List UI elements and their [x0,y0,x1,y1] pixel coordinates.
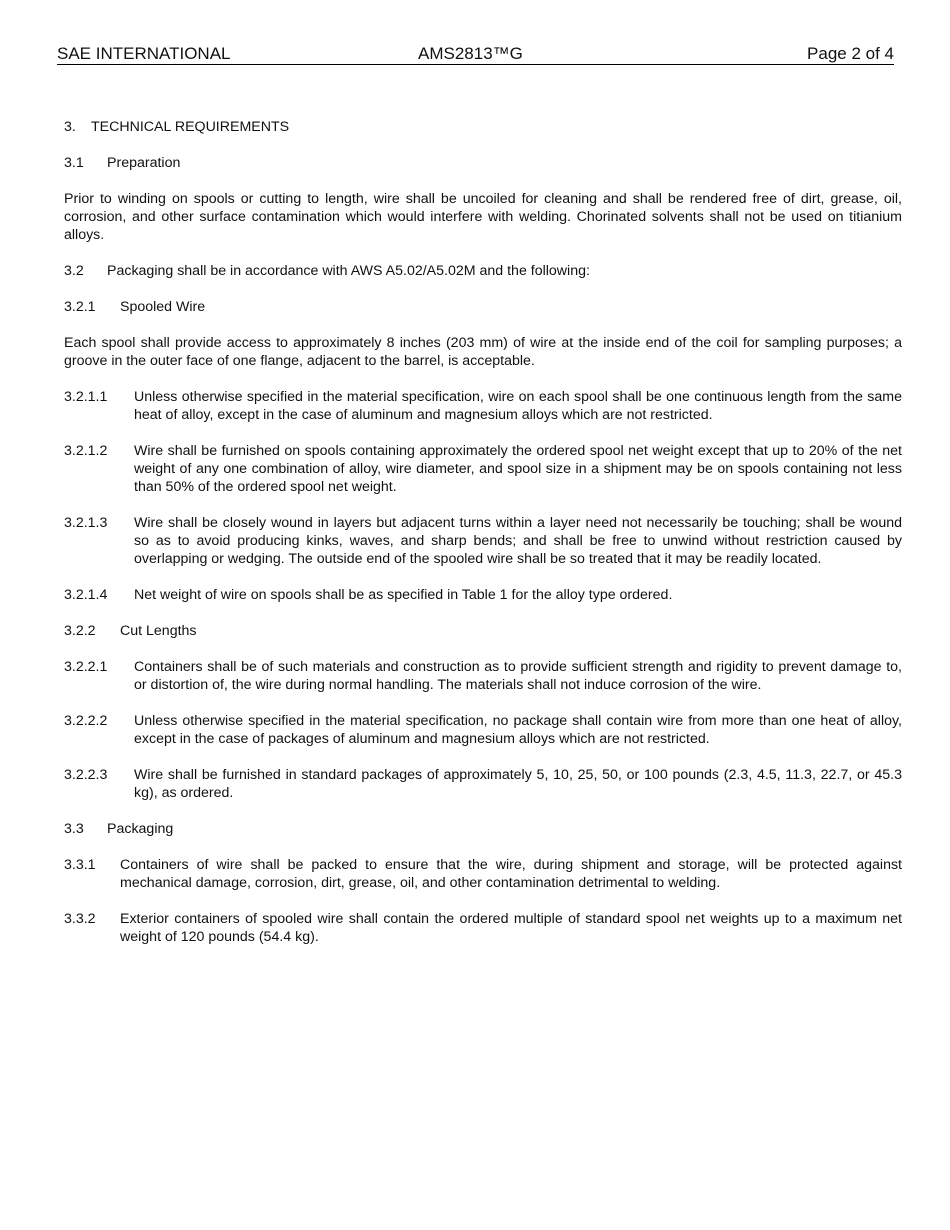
section-text: Packaging shall be in accordance with AWS A5.02/A5.02M and the following: [107,263,590,279]
section-title: Packaging [107,821,174,837]
section-number: 3.2.1 [64,299,96,315]
section-number: 3.2 [64,263,84,279]
header-document-number: AMS2813™G [418,44,523,63]
section-number: 3.2.1.2 [64,443,108,459]
section-number: 3.3.2 [64,911,96,927]
section-title: TECHNICAL REQUIREMENTS [91,119,290,135]
section-text: Unless otherwise specified in the material specification, no package shall contain wire from more than one heat of alloy, except in the case of packages of aluminum and magnesium alloys which are not restricted. [134,713,902,747]
section-number: 3.2.2.1 [64,659,108,675]
header-organization: SAE INTERNATIONAL [57,44,231,63]
section-number: 3.2.2.2 [64,713,108,729]
section-title: Preparation [107,155,181,171]
section-3-2-2-2 [64,712,902,748]
section-number: 3.2.1.3 [64,515,108,531]
section-3-2-1-3 [64,514,902,568]
section-3-2-2-1 [64,658,902,694]
section-3-1-heading [64,154,902,172]
section-number: 3.2.2 [64,623,96,639]
section-title: Cut Lengths [120,623,197,639]
section-text: Containers shall be of such materials and construction as to provide sufficient strength and rigidity to prevent damage to, or distortion of, the wire during normal handling. The materials shall not induce corrosion of the wire. [134,659,902,693]
section-3-2-paragraph [64,262,902,280]
section-number: 3.2.1.1 [64,389,108,405]
section-text: Wire shall be furnished on spools containing approximately the ordered spool net weight except that up to 20% of the net weight of any one combination of alloy, wire diameter, and spool size in a shipment may be on spools containing not less than 50% of the ordered spool net weight. [134,443,902,495]
section-3-3-2 [64,910,902,946]
section-3-3-1 [64,856,902,892]
section-text: Containers of wire shall be packed to ensure that the wire, during shipment and storage, will be protected against mechanical damage, corrosion, dirt, grease, oil, and other contamination detrimental to welding. [120,857,902,891]
section-text: Unless otherwise specified in the material specification, wire on each spool shall be one continuous length from the same heat of alloy, except in the case of aluminum and magnesium alloys which are not restricted. [134,389,902,423]
section-3-3-heading [64,820,902,838]
section-title: Spooled Wire [120,299,206,315]
section-number: 3.3 [64,821,84,837]
section-3-2-1-heading [64,298,902,316]
section-text: Exterior containers of spooled wire shall contain the ordered multiple of standard spool net weights up to a maximum net weight of 120 pounds (54.4 kg). [120,911,902,945]
section-text: Net weight of wire on spools shall be as specified in Table 1 for the alloy type ordered. [134,587,673,603]
section-3-2-1-1 [64,388,902,424]
section-3-1-text: Prior to winding on spools or cutting to length, wire shall be uncoiled for cleaning and shall be rendered free of dirt, grease, oil, corrosion, and other surface contamination which would interfere with welding. Chorinated solvents shall not be used on titianium alloys. [64,191,902,243]
section-number: 3.2.2.3 [64,767,108,783]
header-page-number: Page 2 of 4 [807,44,894,63]
section-3-2-2-heading [64,622,902,640]
section-3-2-1-4 [64,586,902,604]
section-3-2-1-text: Each spool shall provide access to approximately 8 inches (203 mm) of wire at the inside end of the coil for sampling purposes; a groove in the outer face of one flange, adjacent to the barrel, is acceptable. [64,335,902,369]
section-text: Wire shall be furnished in standard packages of approximately 5, 10, 25, 50, or 100 pounds (2.3, 4.5, 11.3, 22.7, or 45.3 kg), as ordered. [134,767,902,801]
section-3-2-2-3 [64,766,902,802]
page-header [57,44,894,65]
section-3-2-1-2 [64,442,902,496]
section-number: 3. [64,119,76,135]
section-text: Wire shall be closely wound in layers but adjacent turns within a layer need not necessarily be touching; shall be wound so as to avoid producing kinks, waves, and sharp bends; and shall be free to unwind without restriction caused by overlapping or wedging. The outside end of the spooled wire shall be so treated that it may be readily located. [134,515,902,567]
section-number: 3.2.1.4 [64,587,108,603]
section-number: 3.1 [64,155,84,171]
section-number: 3.3.1 [64,857,96,873]
document-body [64,118,902,946]
section-3-heading [64,118,902,136]
